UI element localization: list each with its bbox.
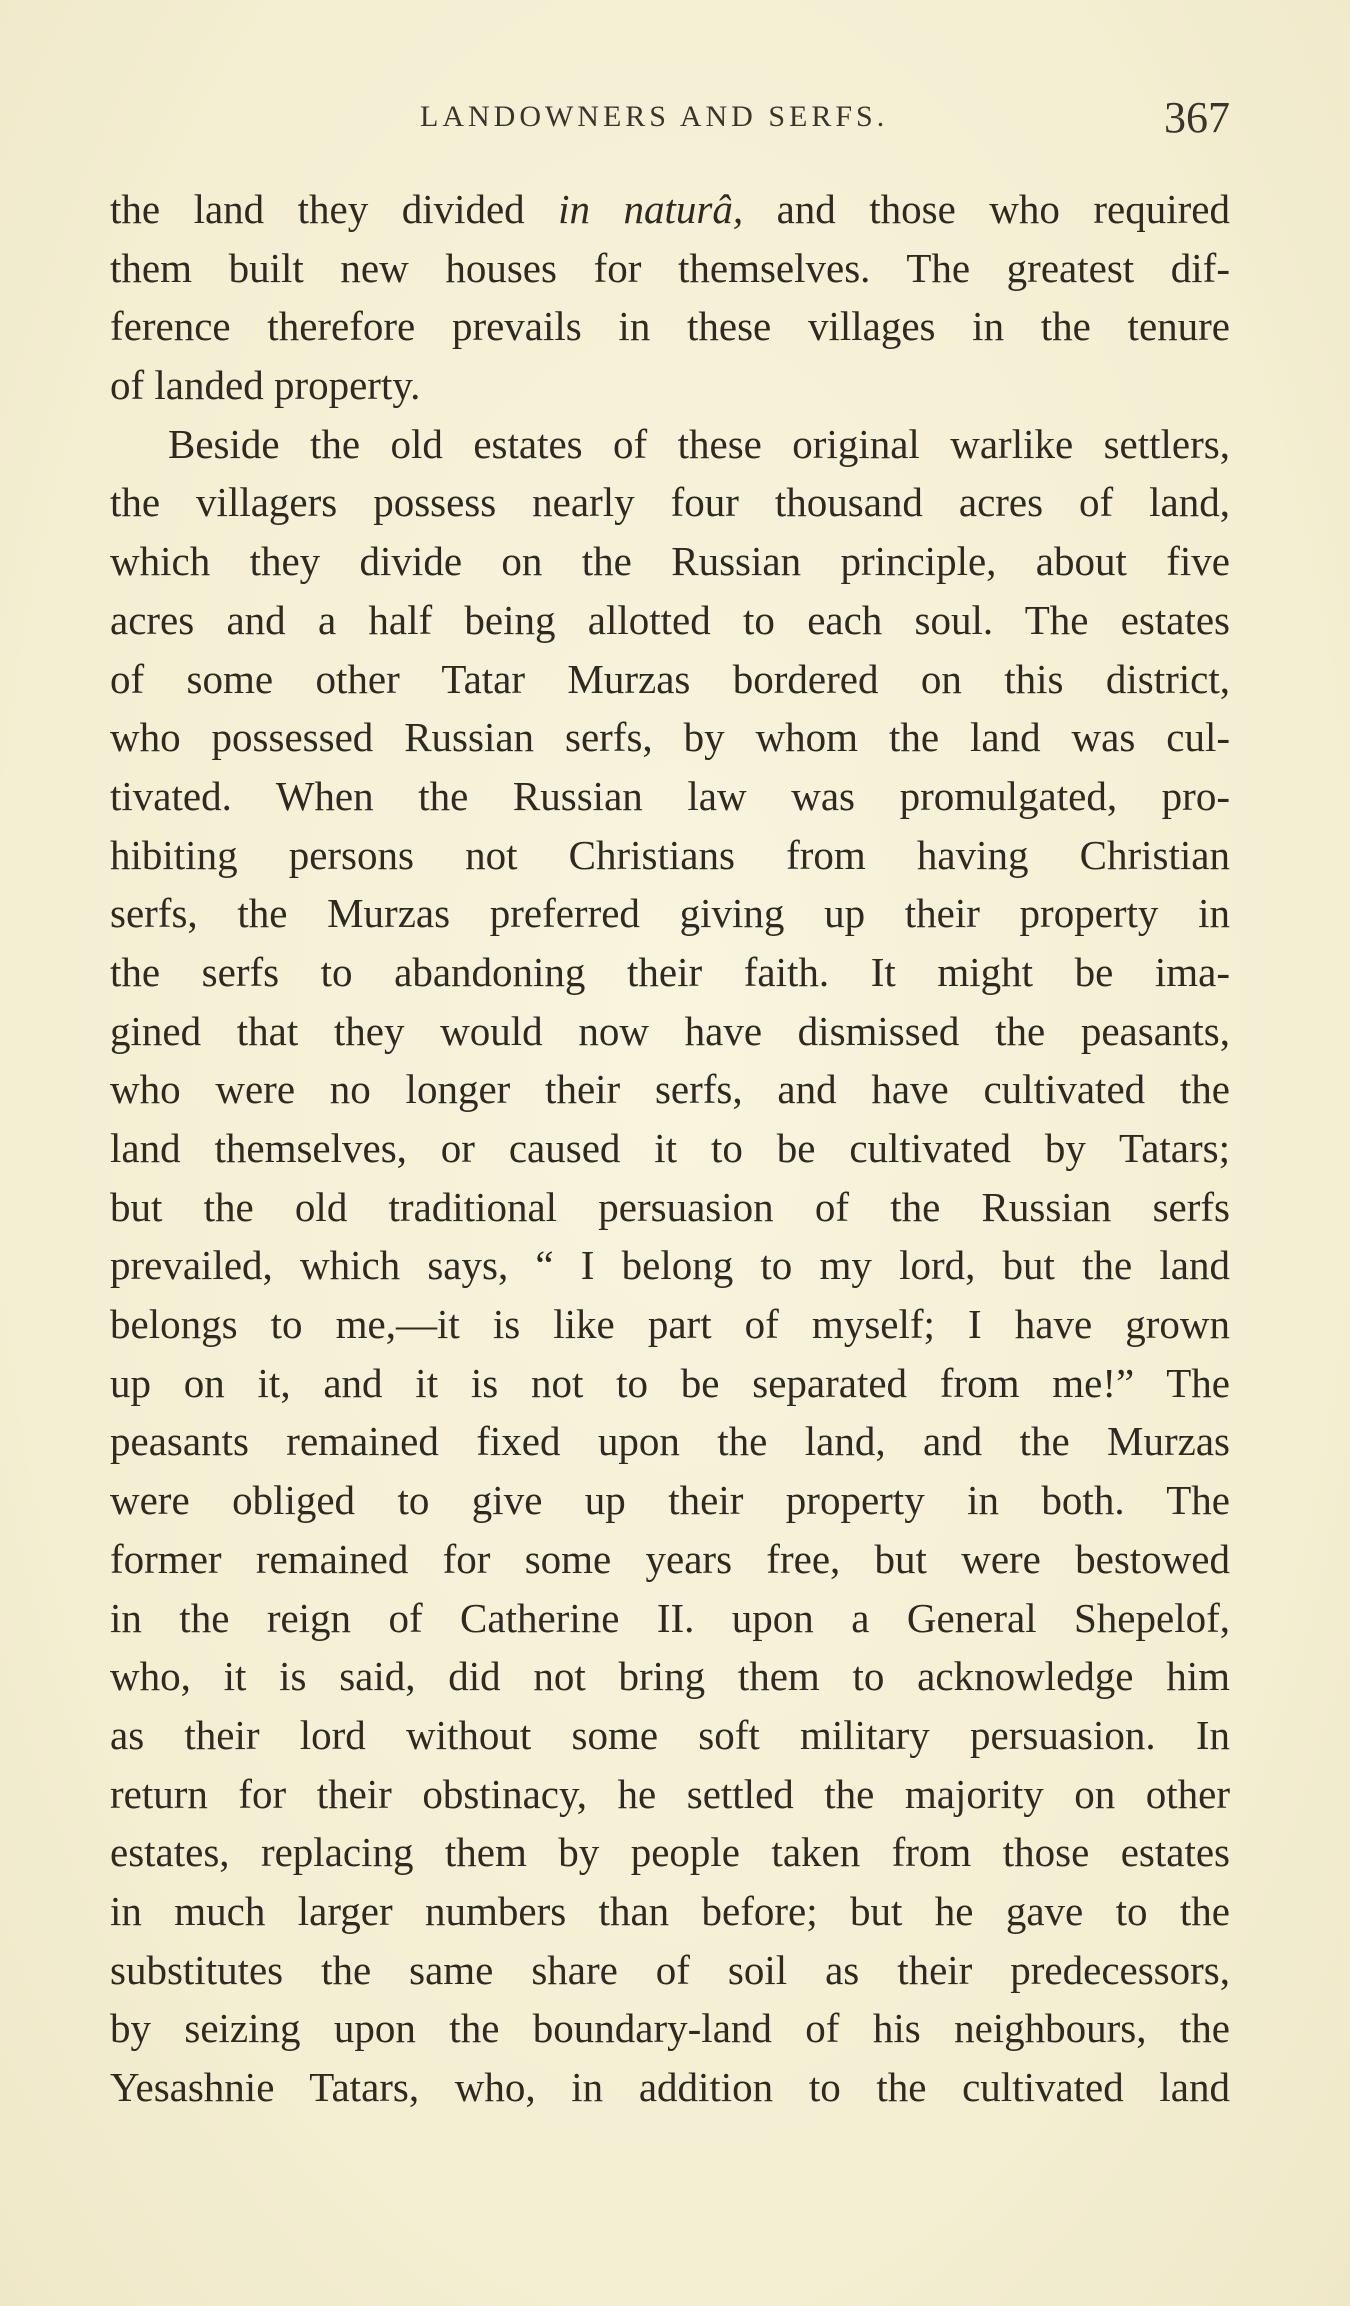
text-line: the serfs to abandoning their faith. It might be ima- (110, 948, 1230, 995)
text-line: by seizing upon the boundary-land of his neighbours, the (110, 2005, 1230, 2052)
text-line: acres and a half being allotted to each soul. The estates (110, 596, 1230, 643)
text-line: them built new houses for themselves. The greatest dif- (110, 244, 1230, 291)
text-line: land themselves, or caused it to be cultivated by Tatars; (110, 1125, 1230, 1171)
text-line: Yesashnie Tatars, who, in addition to the cultivated land (110, 2064, 1230, 2110)
text-segment: and those who required (743, 186, 1230, 232)
text-line: who, it is said, did not bring them to acknowledge him (110, 1653, 1230, 1700)
text-line (110, 180, 1230, 239)
text-segment: the land they divided (110, 186, 559, 232)
text-line: serfs, the Murzas preferred giving up their property in (110, 890, 1230, 937)
text-line: peasants remained fixed upon the land, and the Murzas (110, 1418, 1230, 1465)
text-line: gined that they would now have dismissed the peasants, (110, 1007, 1230, 1054)
text-line: return for their obstinacy, he settled the majority on other (110, 1770, 1230, 1817)
running-title: LANDOWNERS AND SERFS. (420, 100, 889, 133)
italic-phrase: in naturâ, (558, 186, 744, 232)
text-line: of some other Tatar Murzas bordered on this district, (110, 655, 1230, 702)
text-line: which they divide on the Russian principle, about five (110, 538, 1230, 585)
text-line: Beside the old estates of these original warlike settlers, (168, 420, 1230, 467)
text-line: of landed property. (110, 362, 421, 409)
body-text (110, 180, 1230, 2117)
text-line: in the reign of Catherine II. upon a General Shepelof, (110, 1594, 1230, 1641)
text-line: up on it, and it is not to be separated from me!” The (110, 1359, 1230, 1406)
text-line: former remained for some years free, but were bestowed (110, 1535, 1230, 1582)
text-line: belongs to me,—it is like part of myself; I have grown (110, 1301, 1230, 1348)
text-line: in much larger numbers than before; but he gave to the (110, 1887, 1230, 1934)
text-line: estates, replacing them by people taken from those estates (110, 1829, 1230, 1876)
text-line: tivated. When the Russian law was promulgated, pro- (110, 772, 1230, 819)
text-line: hibiting persons not Christians from having Christian (110, 831, 1230, 878)
text-line: prevailed, which says, “ I belong to my lord, but the land (110, 1242, 1230, 1289)
text-line: but the old traditional persuasion of the Russian serfs (110, 1183, 1230, 1230)
text-line: who possessed Russian serfs, by whom the land was cul- (110, 714, 1230, 761)
text-line: were obliged to give up their property in both. The (110, 1477, 1230, 1524)
text-line: who were no longer their serfs, and have cultivated the (110, 1066, 1230, 1113)
text-line: as their lord without some soft military persuasion. In (110, 1711, 1230, 1758)
text-line: substitutes the same share of soil as their predecessors, (110, 1946, 1230, 1993)
text-line: ference therefore prevails in these villages in the tenure (110, 303, 1230, 350)
text-line: the villagers possess nearly four thousand acres of land, (110, 479, 1230, 526)
running-head (110, 92, 1230, 142)
page-number: 367 (1164, 93, 1230, 142)
